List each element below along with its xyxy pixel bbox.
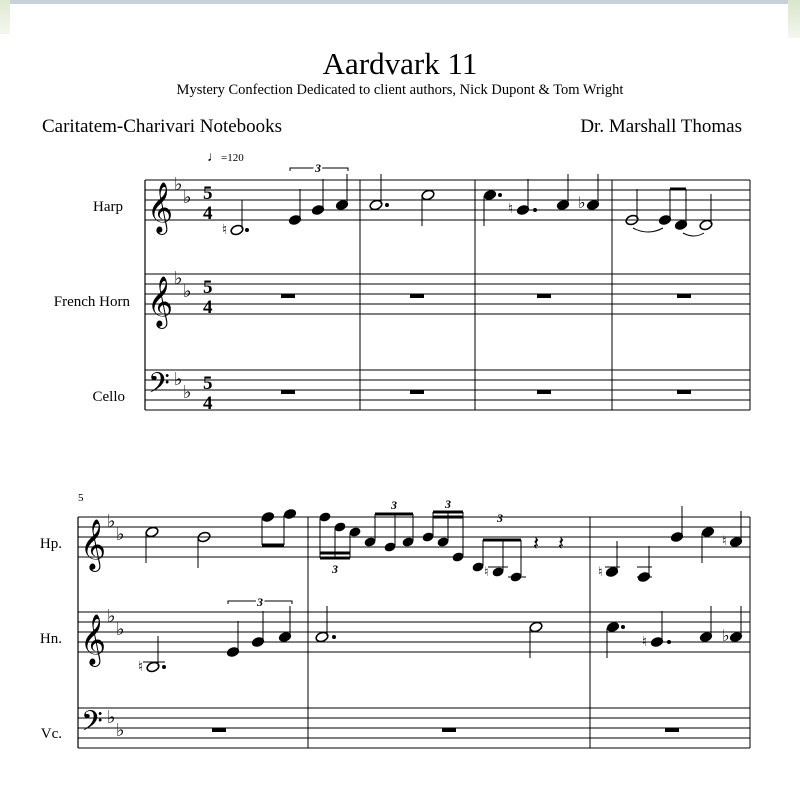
- flat-icon: ♭: [183, 382, 192, 403]
- bass-clef-icon: 𝄢: [81, 705, 103, 745]
- flat-icon: ♭: [107, 511, 116, 532]
- quarter-rest-icon: 𝄽: [558, 531, 565, 555]
- quarter-note-icon: ♩: [207, 150, 221, 165]
- instrument-label-vc: Vc.: [40, 726, 62, 742]
- flat-icon: ♭: [116, 720, 125, 741]
- flat-icon: ♭: [183, 281, 192, 302]
- score-title: Aardvark 11: [322, 46, 478, 81]
- time-sig-bottom: 4: [203, 393, 213, 414]
- staff-hn: [78, 612, 750, 652]
- svg-text:♮: ♮: [722, 534, 727, 549]
- staff-cello: [145, 370, 750, 410]
- time-sig-top: 5: [203, 373, 213, 394]
- harp-measure-1: [222, 174, 349, 238]
- system-1-clefs: [147, 174, 192, 407]
- instrument-label-cello: Cello: [92, 389, 125, 405]
- bass-clef-icon: 𝄢: [148, 367, 170, 407]
- instrument-label-hp: Hp.: [39, 536, 62, 552]
- whole-rests-system1: [281, 294, 691, 394]
- flat-icon: ♭: [116, 619, 125, 640]
- flat-icon: ♭: [107, 606, 116, 627]
- staff-harp: [145, 180, 750, 220]
- tuplet-number: 3: [497, 511, 503, 525]
- flat-icon: ♭: [183, 187, 192, 208]
- flat-icon: ♭: [174, 268, 183, 289]
- instrument-label-horn: French Horn: [53, 294, 130, 310]
- svg-text:♮: ♮: [642, 634, 648, 650]
- treble-clef-icon: 𝄞: [147, 276, 174, 327]
- time-signatures-system1: [203, 183, 213, 414]
- svg-text:♮: ♮: [508, 201, 514, 217]
- svg-text:♮: ♮: [598, 565, 603, 580]
- quarter-rest-icon: 𝄽: [533, 531, 540, 555]
- whole-rests-system2: [212, 728, 679, 732]
- system-1-staves: [145, 180, 750, 410]
- score-subtitle: Mystery Confection Dedicated to client authors, Nick Dupont & Tom Wright: [176, 82, 624, 98]
- instrument-label-hn: Hn.: [39, 631, 62, 647]
- composer-name: Dr. Marshall Thomas: [580, 116, 742, 137]
- svg-text:♮: ♮: [484, 565, 489, 580]
- time-sig-bottom: 4: [203, 297, 213, 318]
- tuplet-number: 3: [315, 161, 321, 175]
- flat-icon: ♭: [116, 524, 125, 545]
- tuplet-number: 3: [391, 498, 397, 512]
- svg-text:♮: ♮: [222, 222, 228, 238]
- svg-text:♮: ♮: [138, 659, 144, 675]
- treble-clef-icon: 𝄞: [147, 182, 174, 233]
- system-2-clefs: [80, 511, 125, 745]
- svg-text:♭: ♭: [578, 193, 586, 212]
- time-sig-bottom: 4: [203, 203, 213, 224]
- svg-text:♭: ♭: [722, 626, 730, 645]
- flat-icon: ♭: [107, 707, 116, 728]
- staff-horn: [145, 274, 750, 314]
- tuplet-number: 3: [257, 595, 263, 609]
- harp-measure-4: [625, 189, 713, 236]
- tuplet-number: 3: [332, 562, 338, 576]
- tempo-value: =120: [221, 152, 244, 164]
- time-sig-top: 5: [203, 183, 213, 204]
- measure-number: 5: [78, 492, 84, 504]
- staff-vc: [78, 708, 750, 748]
- treble-clef-icon: 𝄞: [80, 614, 107, 665]
- tuplet-number: 3: [445, 497, 451, 511]
- flat-icon: ♭: [174, 174, 183, 195]
- publisher-name: Caritatem-Charivari Notebooks: [42, 116, 283, 137]
- hp-measure-7: [598, 506, 743, 583]
- time-sig-top: 5: [203, 277, 213, 298]
- hn-measure-5: [138, 606, 292, 675]
- flat-icon: ♭: [174, 369, 183, 390]
- instrument-label-harp: Harp: [93, 199, 123, 215]
- treble-clef-icon: 𝄞: [80, 519, 107, 570]
